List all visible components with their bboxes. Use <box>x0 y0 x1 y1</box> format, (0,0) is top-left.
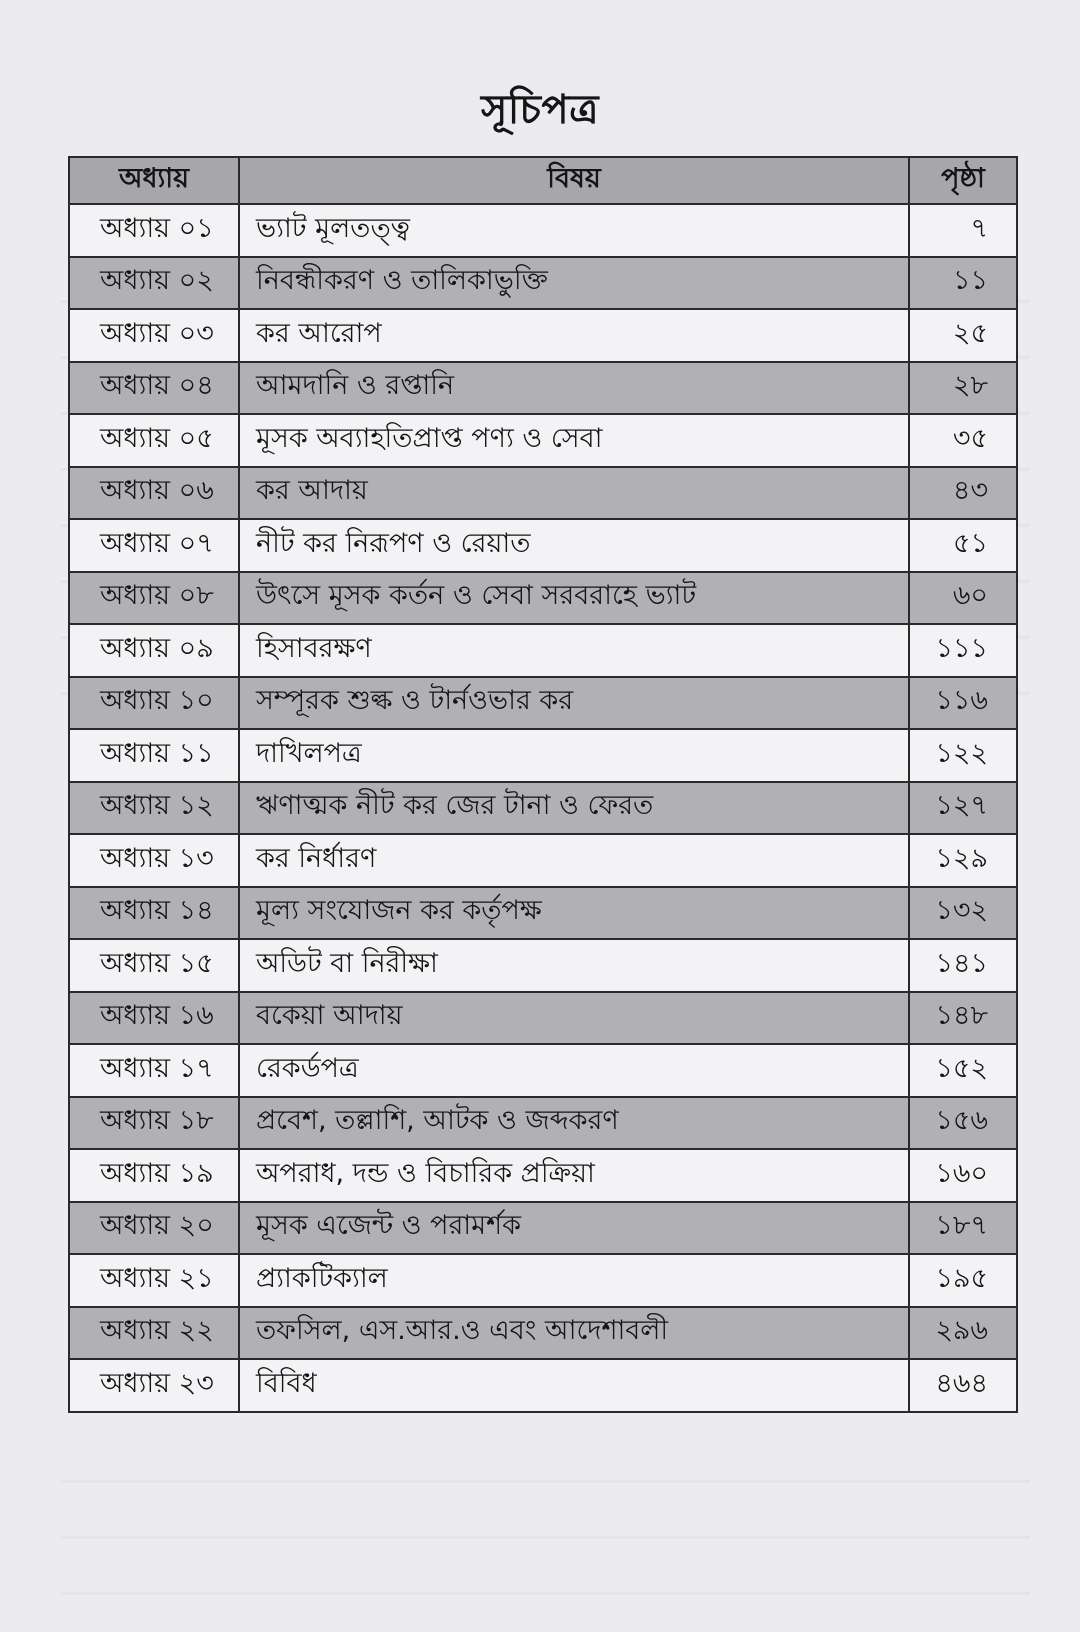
table-row <box>69 834 1017 887</box>
page-cell: ৪৬৪ <box>909 1359 1017 1412</box>
chapter-cell: অধ্যায় ২০ <box>69 1202 239 1255</box>
subject-cell: মূল্য সংযোজন কর কর্তৃপক্ষ <box>239 887 909 940</box>
page-cell: ১১ <box>909 257 1017 310</box>
subject-cell: সম্পূরক শুল্ক ও টার্নওভার কর <box>239 677 909 730</box>
chapter-cell: অধ্যায় ১২ <box>69 782 239 835</box>
page-cell: ২৫ <box>909 309 1017 362</box>
page-cell: ১৫৬ <box>909 1097 1017 1150</box>
chapter-cell: অধ্যায় ০২ <box>69 257 239 310</box>
chapter-cell: অধ্যায় ০৯ <box>69 624 239 677</box>
table-row <box>69 362 1017 415</box>
table-row <box>69 572 1017 625</box>
subject-cell: হিসাবরক্ষণ <box>239 624 909 677</box>
chapter-cell: অধ্যায় ১৪ <box>69 887 239 940</box>
subject-cell: কর আরোপ <box>239 309 909 362</box>
subject-cell: মূসক অব্যাহতিপ্রাপ্ত পণ্য ও সেবা <box>239 414 909 467</box>
page-cell: ১২৭ <box>909 782 1017 835</box>
subject-cell: বিবিধ <box>239 1359 909 1412</box>
chapter-cell: অধ্যায় ০৩ <box>69 309 239 362</box>
subject-cell: আমদানি ও রপ্তানি <box>239 362 909 415</box>
subject-cell: রেকর্ডপত্র <box>239 1044 909 1097</box>
chapter-cell: অধ্যায় ১৯ <box>69 1149 239 1202</box>
page-cell: ১১১ <box>909 624 1017 677</box>
table-row <box>69 729 1017 782</box>
table-row <box>69 519 1017 572</box>
chapter-cell: অধ্যায় ০৫ <box>69 414 239 467</box>
page-cell: ১১৬ <box>909 677 1017 730</box>
chapter-cell: অধ্যায় ২৩ <box>69 1359 239 1412</box>
subject-cell: প্র্যাকটিক্যাল <box>239 1254 909 1307</box>
page-cell: ৬০ <box>909 572 1017 625</box>
table-of-contents <box>68 156 1018 1413</box>
table-row <box>69 992 1017 1045</box>
chapter-cell: অধ্যায় ১৬ <box>69 992 239 1045</box>
table-row <box>69 309 1017 362</box>
table-row <box>69 1254 1017 1307</box>
page-cell: ২৮ <box>909 362 1017 415</box>
chapter-cell: অধ্যায় ০৪ <box>69 362 239 415</box>
subject-cell: বকেয়া আদায় <box>239 992 909 1045</box>
chapter-cell: অধ্যায় ০৭ <box>69 519 239 572</box>
subject-cell: মূসক এজেন্ট ও পরামর্শক <box>239 1202 909 1255</box>
subject-cell: কর আদায় <box>239 467 909 520</box>
subject-cell: ঋণাত্মক নীট কর জের টানা ও ফেরত <box>239 782 909 835</box>
table-header-row <box>69 157 1017 204</box>
page-cell: ৭ <box>909 204 1017 257</box>
table-row <box>69 257 1017 310</box>
subject-cell: ভ্যাট মূলতত্ত্ব <box>239 204 909 257</box>
table-row <box>69 1202 1017 1255</box>
chapter-cell: অধ্যায় ২১ <box>69 1254 239 1307</box>
page-cell: ১২২ <box>909 729 1017 782</box>
subject-cell: অপরাধ, দন্ড ও বিচারিক প্রক্রিয়া <box>239 1149 909 1202</box>
chapter-cell: অধ্যায় ২২ <box>69 1307 239 1360</box>
header-subject: বিষয় <box>239 157 909 204</box>
subject-cell: তফসিল, এস.আর.ও এবং আদেশাবলী <box>239 1307 909 1360</box>
table-row <box>69 1149 1017 1202</box>
page-cell: ১৬০ <box>909 1149 1017 1202</box>
table-row <box>69 467 1017 520</box>
chapter-cell: অধ্যায় ১০ <box>69 677 239 730</box>
chapter-cell: অধ্যায় ১৮ <box>69 1097 239 1150</box>
table-row <box>69 939 1017 992</box>
page-cell: ১৯৫ <box>909 1254 1017 1307</box>
page-cell: ১৮৭ <box>909 1202 1017 1255</box>
page-cell: ৫১ <box>909 519 1017 572</box>
table-row <box>69 1307 1017 1360</box>
table-row <box>69 414 1017 467</box>
chapter-cell: অধ্যায় ১১ <box>69 729 239 782</box>
table-row <box>69 1044 1017 1097</box>
page-cell: ১৪৮ <box>909 992 1017 1045</box>
page-cell: ৩৫ <box>909 414 1017 467</box>
chapter-cell: অধ্যায় ১৭ <box>69 1044 239 1097</box>
chapter-cell: অধ্যায় ০৬ <box>69 467 239 520</box>
subject-cell: উৎসে মূসক কর্তন ও সেবা সরবরাহে ভ্যাট <box>239 572 909 625</box>
header-page: পৃষ্ঠা <box>909 157 1017 204</box>
page-cell: ১৩২ <box>909 887 1017 940</box>
table-row <box>69 1359 1017 1412</box>
chapter-cell: অধ্যায় ১৫ <box>69 939 239 992</box>
table-row <box>69 1097 1017 1150</box>
subject-cell: দাখিলপত্র <box>239 729 909 782</box>
page-cell: ১২৯ <box>909 834 1017 887</box>
page-title: সূচিপত্র <box>481 87 599 133</box>
chapter-cell: অধ্যায় ০১ <box>69 204 239 257</box>
table-row <box>69 782 1017 835</box>
table-row <box>69 204 1017 257</box>
table-row <box>69 677 1017 730</box>
page-cell: ১৪১ <box>909 939 1017 992</box>
subject-cell: কর নির্ধারণ <box>239 834 909 887</box>
page-cell: ১৫২ <box>909 1044 1017 1097</box>
subject-cell: প্রবেশ, তল্লাশি, আটক ও জব্দকরণ <box>239 1097 909 1150</box>
table-row <box>69 887 1017 940</box>
table-row <box>69 624 1017 677</box>
page-cell: ৪৩ <box>909 467 1017 520</box>
page-cell: ২৯৬ <box>909 1307 1017 1360</box>
chapter-cell: অধ্যায় ০৮ <box>69 572 239 625</box>
header-chapter: অধ্যায় <box>69 157 239 204</box>
subject-cell: নীট কর নিরূপণ ও রেয়াত <box>239 519 909 572</box>
subject-cell: অডিট বা নিরীক্ষা <box>239 939 909 992</box>
subject-cell: নিবন্ধীকরণ ও তালিকাভুক্তি <box>239 257 909 310</box>
chapter-cell: অধ্যায় ১৩ <box>69 834 239 887</box>
